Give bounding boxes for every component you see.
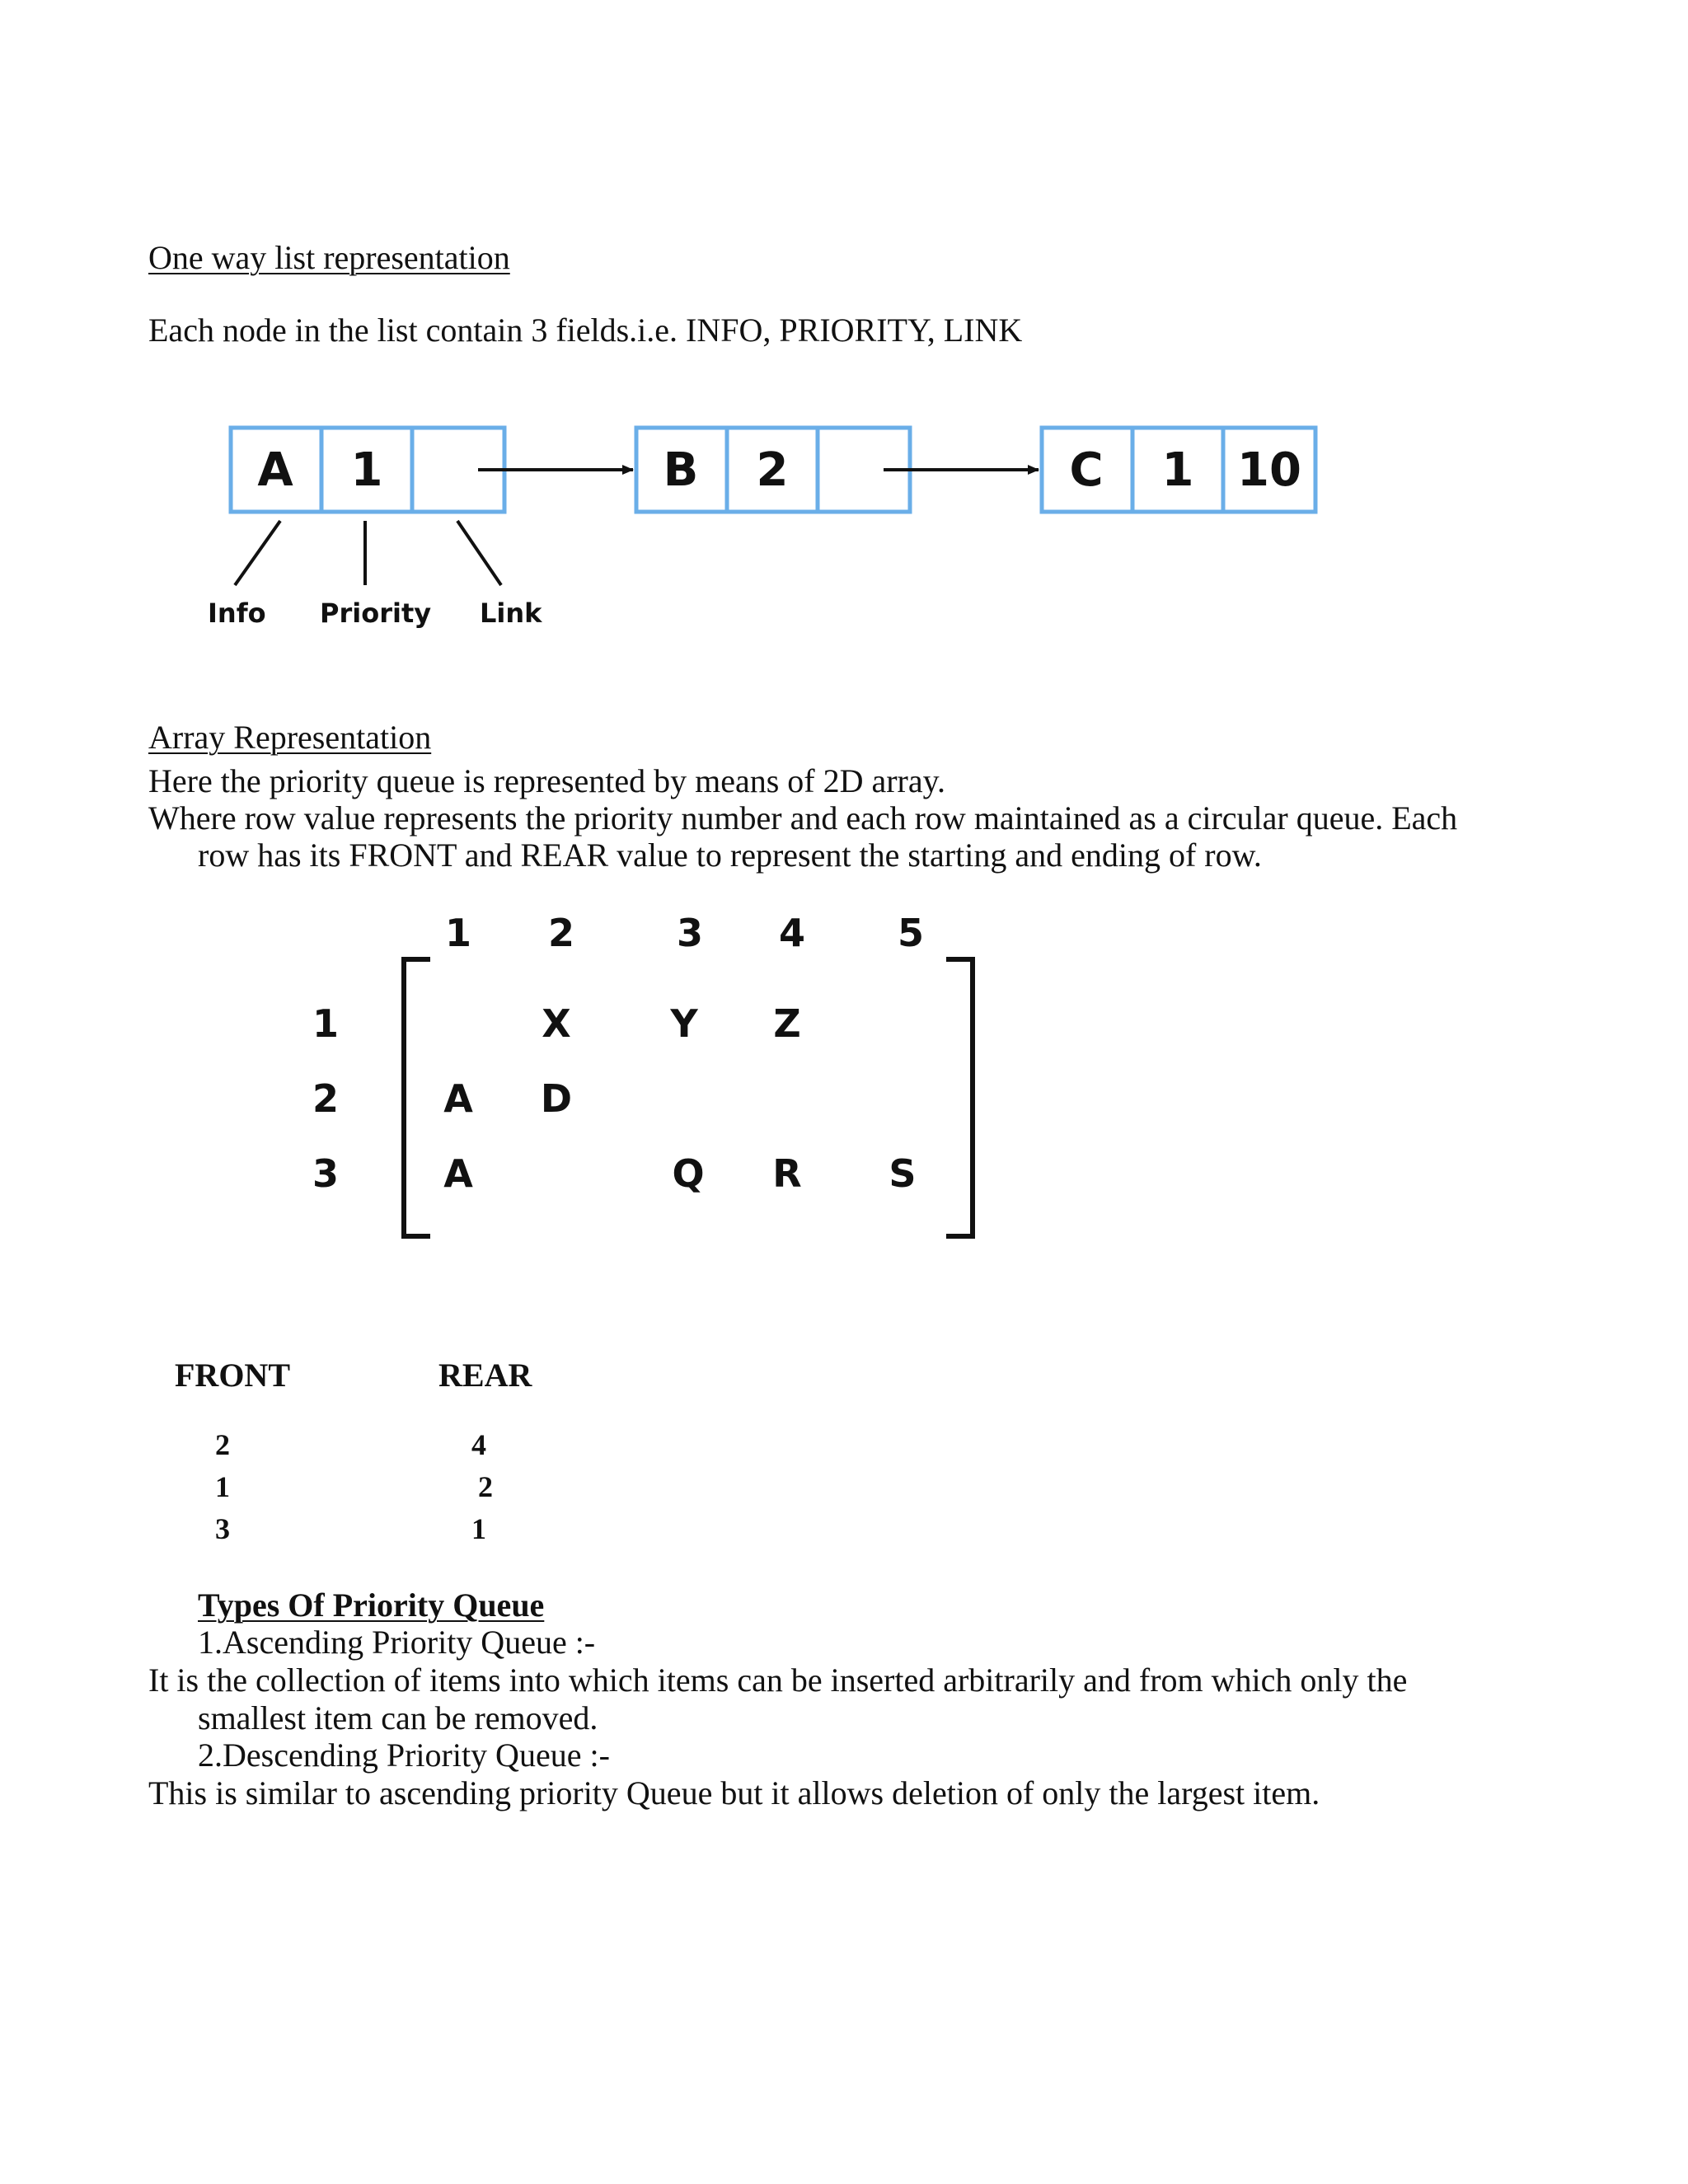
node-b-priority: 2	[756, 443, 789, 497]
matrix-col-header: 5	[897, 911, 924, 955]
matrix-cell: A	[443, 1151, 473, 1196]
front-value: 3	[215, 1512, 230, 1545]
list-connectors	[0, 0, 1688, 659]
front-value: 2	[215, 1428, 230, 1461]
label-priority: Priority	[320, 598, 432, 629]
rear-value: 1	[471, 1512, 486, 1545]
matrix-cell: Z	[773, 1001, 801, 1046]
matrix-row-header: 2	[312, 1076, 339, 1121]
node-b-info: B	[663, 443, 699, 497]
node-c-info: C	[1069, 443, 1104, 497]
matrix-cell: X	[542, 1001, 571, 1046]
matrix-cell: R	[772, 1151, 802, 1196]
rear-value: 2	[478, 1470, 493, 1503]
array-line-3: row has its FRONT and REAR value to represent the starting and ending of row.	[198, 837, 1262, 874]
left-bracket	[404, 959, 430, 1236]
matrix-row-header: 1	[312, 1001, 339, 1046]
matrix-cell: Y	[670, 1001, 698, 1046]
rear-label: REAR	[438, 1357, 532, 1394]
one-way-heading: One way list representation	[148, 239, 510, 276]
info-connector	[235, 521, 280, 585]
matrix-brackets	[0, 907, 1071, 1253]
matrix-cell: S	[889, 1151, 917, 1196]
types-heading: Types Of Priority Queue	[198, 1586, 545, 1624]
front-label: FRONT	[175, 1357, 290, 1394]
matrix-col-header: 4	[778, 911, 805, 955]
array-line-2: Where row value represents the priority number and each row maintained as a circular queue. Each	[148, 799, 1458, 837]
array-heading: Array Representation	[148, 719, 432, 756]
label-link: Link	[480, 598, 542, 629]
node-a-info: A	[257, 443, 293, 497]
matrix-col-header: 1	[444, 911, 471, 955]
label-info: Info	[208, 598, 266, 629]
node-c-priority: 1	[1161, 443, 1194, 497]
matrix-col-header: 2	[547, 911, 574, 955]
types-item-2: 2.Descending Priority Queue :-	[198, 1736, 610, 1774]
matrix-row-header: 3	[312, 1151, 339, 1196]
types-item-1: 1.Ascending Priority Queue :-	[198, 1624, 596, 1661]
types-desc-2: This is similar to ascending priority Queue but it allows deletion of only the largest item.	[148, 1774, 1320, 1811]
matrix-cell: Q	[672, 1151, 705, 1196]
array-line-1: Here the priority queue is represented by means of 2D array.	[148, 762, 946, 799]
matrix-cell: D	[540, 1076, 573, 1121]
types-desc-1-line-2: smallest item can be removed.	[198, 1699, 598, 1736]
node-a-priority: 1	[350, 443, 383, 497]
types-desc-1-line-1: It is the collection of items into which items can be inserted arbitrarily and from which only the	[148, 1661, 1408, 1699]
matrix-col-header: 3	[676, 911, 703, 955]
matrix-cell: A	[443, 1076, 473, 1121]
front-value: 1	[215, 1470, 230, 1503]
rear-value: 4	[471, 1428, 486, 1461]
link-connector	[457, 521, 501, 585]
node-c-link: 10	[1237, 443, 1301, 497]
right-bracket	[946, 959, 973, 1236]
one-way-description: Each node in the list contain 3 fields.i.e. INFO, PRIORITY, LINK	[148, 312, 1023, 349]
